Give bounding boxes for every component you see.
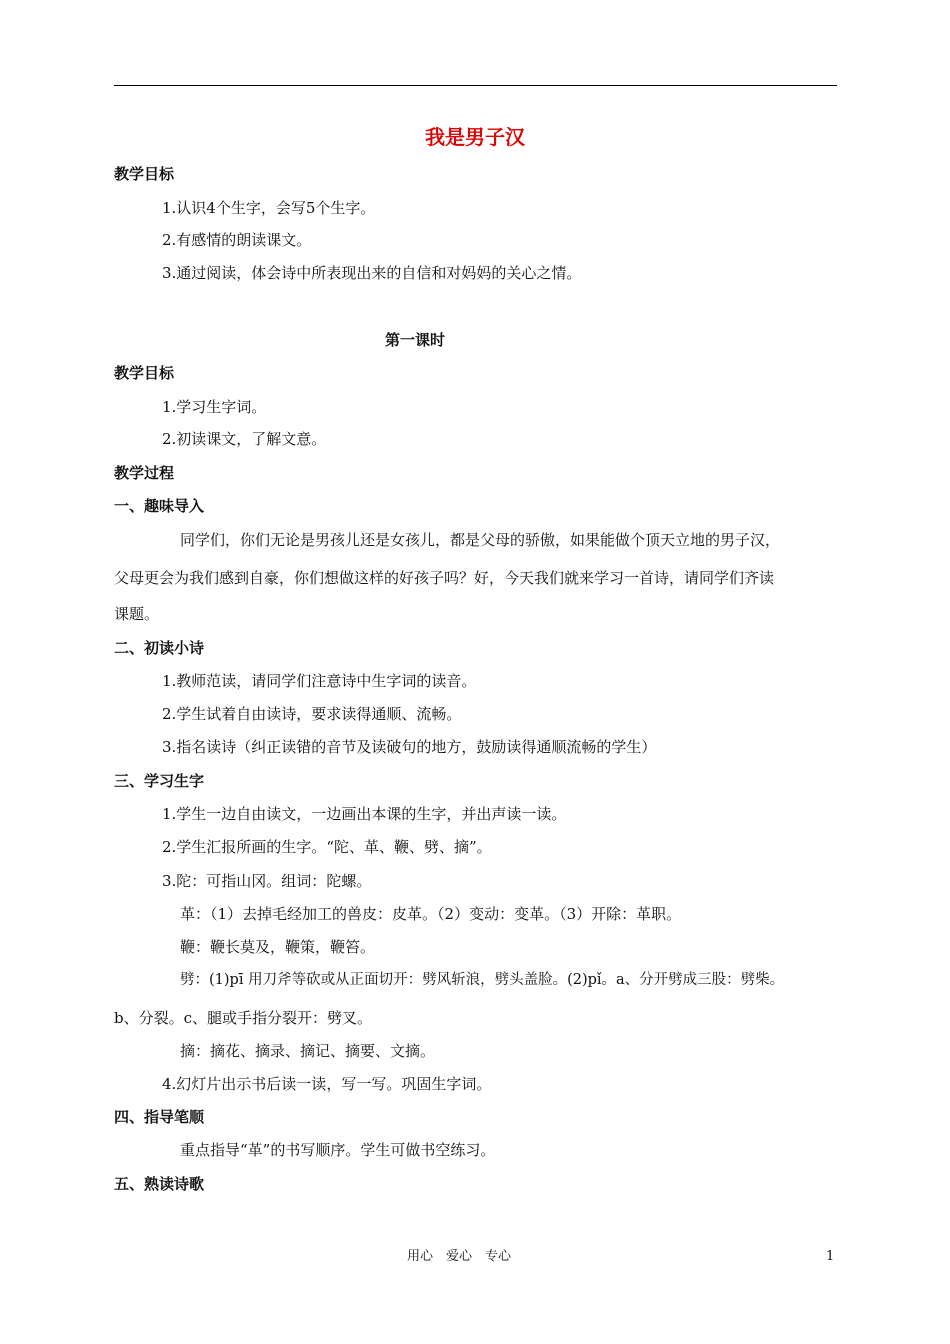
lesson-heading: 第一课时 bbox=[384, 331, 445, 349]
section-heading: 一、趣味导入 bbox=[114, 497, 205, 515]
character-note: 摘：摘花、摘录、摘记、摘要、文摘。 bbox=[180, 1042, 436, 1060]
lesson-goal-item: 1.学习生字词。 bbox=[162, 398, 267, 416]
lesson-goals-heading: 教学目标 bbox=[114, 364, 175, 382]
list-item: 1.学生一边自由读文，一边画出本课的生字，并出声读一读。 bbox=[162, 805, 567, 823]
list-item: 2.学生试着自由读诗，要求读得通顺、流畅。 bbox=[162, 705, 462, 723]
section-heading: 五、熟读诗歌 bbox=[114, 1175, 205, 1193]
section-heading: 四、指导笔顺 bbox=[114, 1108, 205, 1126]
list-item: 4.幻灯片出示书后读一读，写一写。巩固生字词。 bbox=[162, 1075, 492, 1093]
section-heading: 三、学习生字 bbox=[114, 772, 205, 790]
character-note: 劈：(1)pī 用刀斧等砍或从正面切开：劈风斩浪，劈头盖脸。(2)pǐ。a、分开劈成三股：劈柴。 bbox=[180, 972, 785, 988]
paragraph-line: 同学们，你们无论是男孩儿还是女孩儿，都是父母的骄傲，如果能做个顶天立地的男子汉， bbox=[180, 531, 781, 549]
paragraph-line: 课题。 bbox=[114, 605, 160, 623]
character-note: 鞭：鞭长莫及，鞭策，鞭笞。 bbox=[180, 938, 376, 956]
header-rule bbox=[114, 85, 837, 86]
page-number: 1 bbox=[826, 1249, 835, 1264]
goal-item: 1.认识4个生字，会写5个生字。 bbox=[162, 199, 376, 217]
document-title: 我是男子汉 bbox=[425, 125, 525, 149]
goals-heading: 教学目标 bbox=[114, 165, 175, 183]
goal-item: 2.有感情的朗读课文。 bbox=[162, 231, 312, 249]
list-item: 1.教师范读，请同学们注意诗中生字词的读音。 bbox=[162, 672, 477, 690]
paragraph-line: 重点指导“革”的书写顺序。学生可做书空练习。 bbox=[180, 1141, 496, 1159]
lesson-goal-item: 2.初读课文，了解文意。 bbox=[162, 430, 327, 448]
goal-item: 3.通过阅读，体会诗中所表现出来的自信和对妈妈的关心之情。 bbox=[162, 264, 582, 282]
list-item: 2.学生汇报所画的生字。“陀、革、鞭、劈、摘”。 bbox=[162, 838, 492, 856]
section-heading: 二、初读小诗 bbox=[114, 639, 205, 657]
footer-motto: 用心 爱心 专心 bbox=[406, 1249, 511, 1264]
character-note: b、分裂。c、腿或手指分裂开：劈叉。 bbox=[114, 1009, 373, 1027]
paragraph-line: 父母更会为我们感到自豪，你们想做这样的好孩子吗？好，今天我们就来学习一首诗，请同学们齐读 bbox=[114, 569, 775, 587]
character-note: 革：（1）去掉毛经加工的兽皮：皮革。（2）变动：变革。（3）开除：革职。 bbox=[180, 905, 682, 923]
list-item: 3.指名读诗（纠正读错的音节及读破句的地方，鼓励读得通顺流畅的学生） bbox=[162, 738, 657, 756]
process-heading: 教学过程 bbox=[114, 464, 175, 482]
list-item: 3.陀：可指山冈。组词：陀螺。 bbox=[162, 872, 372, 890]
